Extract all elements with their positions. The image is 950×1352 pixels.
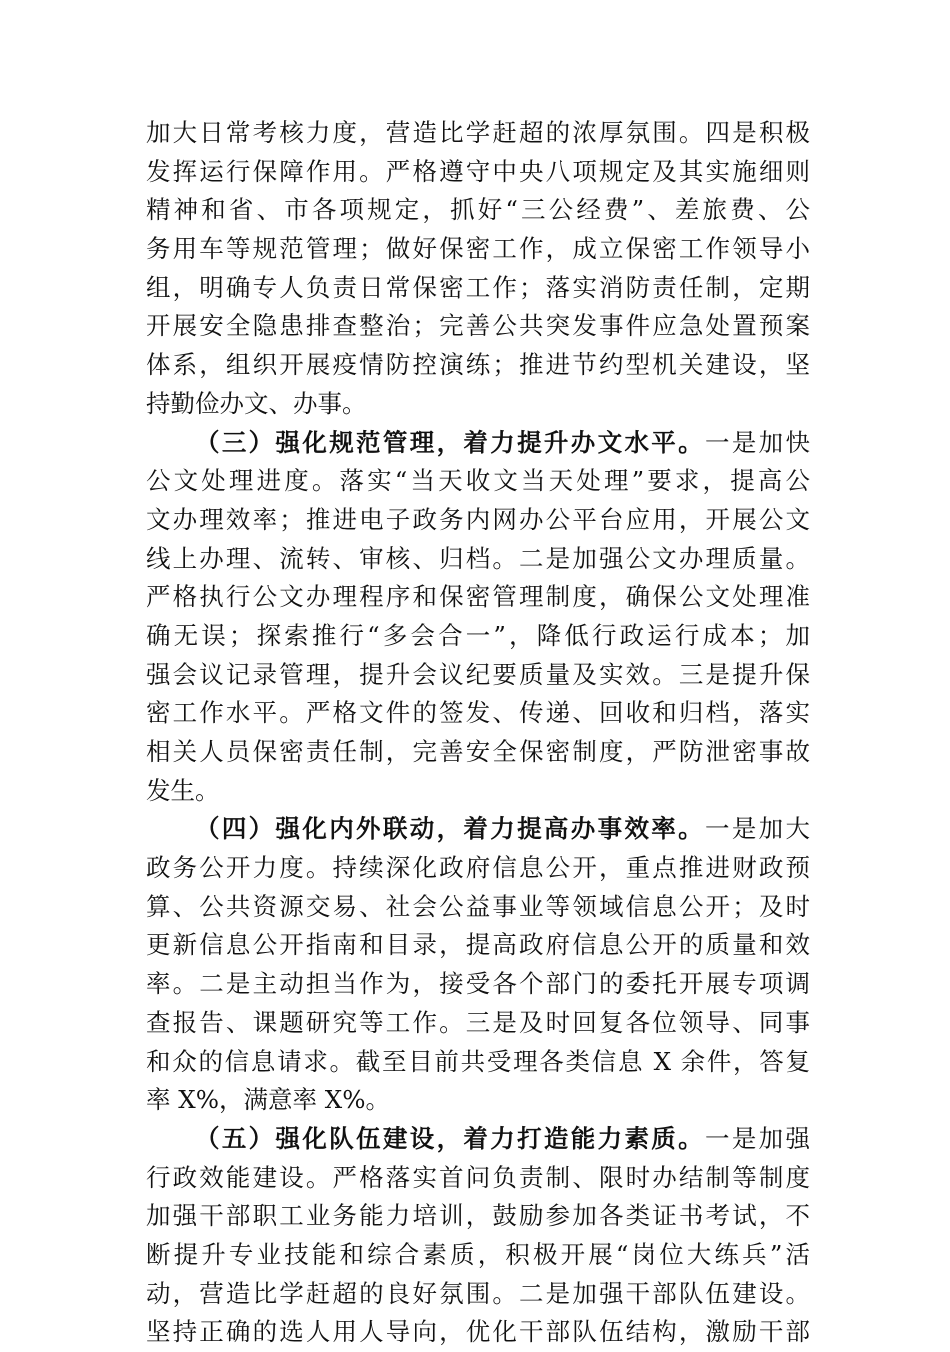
section-heading: （五）强化队伍建设，着力打造能力素质。 bbox=[195, 1123, 705, 1153]
text-line: 体系，组织开展疫情防控演练；推进节约型机关建设，坚 bbox=[146, 350, 810, 380]
text-line: 率 X%，满意率 X%。 bbox=[146, 1085, 391, 1115]
text-line: 开展安全隐患排查整治；完善公共突发事件应急处置预案 bbox=[146, 311, 810, 341]
text-line: 加大日常考核力度，营造比学赶超的浓厚氛围。四是积极 bbox=[146, 118, 810, 147]
text-line: 和众的信息请求。截至目前共受理各类信息 X 余件，答复 bbox=[146, 1046, 810, 1076]
text-line: 行政效能建设。严格落实首问负责制、限时办结制等制度 bbox=[146, 1162, 810, 1192]
section-five bbox=[146, 1120, 810, 1352]
text-line: 查报告、课题研究等工作。三是及时回复各位领导、同事 bbox=[146, 1007, 810, 1037]
text-line: 动，营造比学赶超的良好氛围。二是加强干部队伍建设。 bbox=[146, 1278, 810, 1308]
document-body bbox=[146, 114, 810, 1352]
text-line: 发挥运行保障作用。严格遵守中央八项规定及其实施细则 bbox=[146, 156, 810, 186]
text-line: 加强干部职工业务能力培训，鼓励参加各类证书考试，不 bbox=[146, 1201, 810, 1231]
section-heading: （三）强化规范管理，着力提升办文水平。 bbox=[195, 427, 705, 457]
section-heading-line bbox=[146, 810, 810, 849]
section-heading: （四）强化内外联动，着力提高办事效率。 bbox=[195, 814, 705, 844]
text-line: 持勤俭办文、办事。 bbox=[146, 388, 367, 418]
heading-line-rest: 一是加快 bbox=[704, 427, 810, 457]
text-line: 断提升专业技能和综合素质，积极开展“岗位大练兵”活 bbox=[146, 1239, 810, 1269]
text-line: 算、公共资源交易、社会公益事业等领域信息公开；及时 bbox=[146, 891, 810, 921]
text-line: 文办理效率；推进电子政务内网办公平台应用，开展公文 bbox=[146, 504, 810, 534]
text-line: 公文处理进度。落实“当天收文当天处理”要求，提高公 bbox=[146, 466, 810, 496]
section-three bbox=[146, 424, 810, 811]
heading-line-rest: 一是加强 bbox=[704, 1123, 810, 1153]
text-line: 发生。 bbox=[146, 775, 220, 805]
text-line: 线上办理、流转、审核、归档。二是加强公文办理质量。 bbox=[146, 543, 810, 573]
text-line: 政务公开力度。持续深化政府信息公开，重点推进财政预 bbox=[146, 853, 810, 883]
text-line: 精神和省、市各项规定，抓好“三公经费”、差旅费、公 bbox=[146, 195, 810, 225]
text-line: 相关人员保密责任制，完善安全保密制度，严防泄密事故 bbox=[146, 737, 810, 766]
paragraph-continuation bbox=[146, 114, 810, 424]
text-line: 率。二是主动担当作为，接受各个部门的委托开展专项调 bbox=[146, 969, 810, 999]
text-line: 务用车等规范管理；做好保密工作，成立保密工作领导小 bbox=[146, 234, 810, 264]
text-line: 密工作水平。严格文件的签发、传递、回收和归档，落实 bbox=[146, 698, 810, 728]
text-line: 严格执行公文办理程序和保密管理制度，确保公文处理准 bbox=[146, 582, 810, 612]
text-line: 坚持正确的选人用人导向，优化干部队伍结构，激励干部 bbox=[146, 1317, 810, 1347]
text-line: 确无误；探索推行“多会合一”，降低行政运行成本；加 bbox=[146, 620, 810, 650]
section-four bbox=[146, 810, 810, 1120]
section-heading-line bbox=[146, 424, 810, 463]
text-line: 组，明确专人负责日常保密工作；落实消防责任制，定期 bbox=[146, 272, 810, 302]
section-heading-line bbox=[146, 1120, 810, 1159]
text-line: 更新信息公开指南和目录，提高政府信息公开的质量和效 bbox=[146, 930, 810, 960]
heading-line-rest: 一是加大 bbox=[704, 814, 810, 844]
text-line: 强会议记录管理，提升会议纪要质量及实效。三是提升保 bbox=[146, 659, 810, 689]
